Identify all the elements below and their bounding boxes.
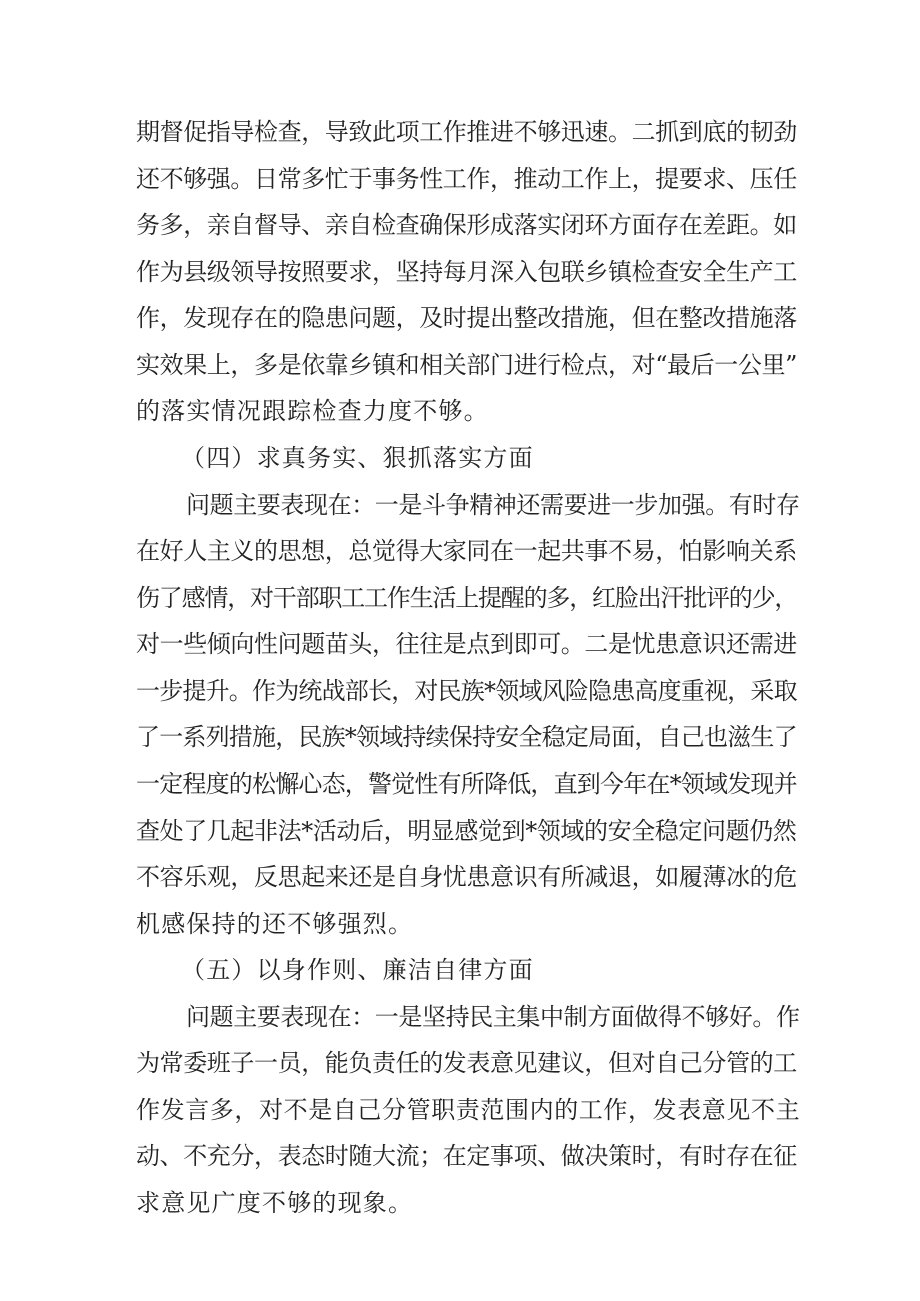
paragraph-line: 机感保持的还不够强烈。	[136, 910, 414, 938]
paragraph-line: 动、不充分，表态时随大流；在定事项、做决策时，有时存在征	[136, 1142, 797, 1170]
section-heading-4: （四）求真务实、狠抓落实方面	[181, 444, 534, 472]
paragraph-line: 作为县级领导按照要求，坚持每月深入包联乡镇检查安全生产工	[136, 258, 797, 286]
paragraph-line: 对一些倾向性问题苗头，往往是点到即可。二是忧患意识还需进	[136, 630, 797, 658]
paragraph-line: 不容乐观，反思起来还是自身忧患意识有所减退，如履薄冰的危	[136, 863, 797, 891]
paragraph-line: 一定程度的松懈心态，警觉性有所降低，直到今年在*领域发现并	[136, 770, 797, 798]
paragraph-line: 在好人主义的思想，总觉得大家同在一起共事不易，怕影响关系	[136, 537, 797, 565]
paragraph-line: 实效果上，多是依靠乡镇和相关部门进行检点，对“最后一公里”	[136, 351, 797, 379]
paragraph-line: 期督促指导检查，导致此项工作推进不够迅速。二抓到底的韧劲	[136, 118, 797, 146]
paragraph-line: 作发言多，对不是自己分管职责范围内的工作，发表意见不主	[136, 1096, 801, 1124]
paragraph-line: 作，发现存在的隐患问题，及时提出整改措施，但在整改措施落	[136, 304, 797, 332]
paragraph-line: 求意见广度不够的现象。	[136, 1189, 414, 1217]
section-heading-5: （五）以身作则、廉洁自律方面	[181, 956, 534, 984]
paragraph-line: 了一系列措施，民族*领域持续保持安全稳定局面，自己也滋生了	[136, 723, 797, 751]
paragraph-line: 一步提升。作为统战部长，对民族*领域风险隐患高度重视，采取	[136, 677, 797, 705]
paragraph-line: 伤了感情，对干部职工工作生活上提醒的多，红脸出汗批评的少，	[136, 584, 798, 612]
paragraph-line: 问题主要表现在：一是斗争精神还需要进一步加强。有时存	[186, 491, 800, 519]
paragraph-line: 为常委班子一员，能负责任的发表意见建议，但对自己分管的工	[136, 1049, 797, 1077]
paragraph-line: 还不够强。日常多忙于事务性工作，推动工作上，提要求、压任	[136, 165, 797, 193]
paragraph-line: 查处了几起非法*活动后，明显感觉到*领域的安全稳定问题仍然	[136, 817, 797, 845]
paragraph-line: 问题主要表现在：一是坚持民主集中制方面做得不够好。作	[186, 1003, 800, 1031]
paragraph-line: 务多，亲自督导、亲自检查确保形成落实闭环方面存在差距。如	[136, 211, 797, 239]
paragraph-line: 的落实情况跟踪检查力度不够。	[136, 397, 489, 425]
